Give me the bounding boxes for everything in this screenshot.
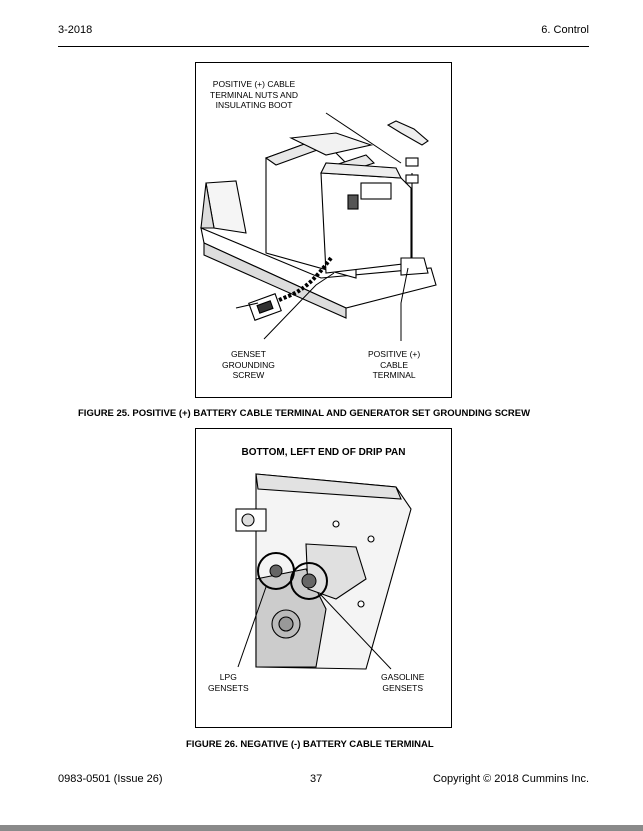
figure-26-illustration xyxy=(195,428,452,728)
figure-25-illustration xyxy=(195,62,452,398)
callout-genset-grounding-screw: GENSET GROUNDING SCREW xyxy=(222,349,275,380)
footer-copyright: Copyright © 2018 Cummins Inc. xyxy=(432,773,589,785)
callout-positive-cable-terminal: POSITIVE (+) CABLE TERMINAL xyxy=(368,349,421,380)
callout-gasoline-gensets: GASOLINE GENSETS xyxy=(381,672,425,693)
footer-page-number: 37 xyxy=(310,773,323,785)
genset-drawing xyxy=(196,63,451,397)
figure-26-title: BOTTOM, LEFT END OF DRIP PAN xyxy=(241,447,406,458)
footer-document-number: 0983-0501 (Issue 26) xyxy=(58,773,163,785)
header-date: 3-2018 xyxy=(58,24,93,36)
callout-lpg-gensets: LPG GENSETS xyxy=(208,672,249,693)
header-rule xyxy=(58,46,589,47)
callout-positive-terminal-nuts: POSITIVE (+) CABLE TERMINAL NUTS AND INSULATING BOOT xyxy=(210,79,299,110)
figure-26-caption: FIGURE 26. NEGATIVE (-) BATTERY CABLE TERMINAL xyxy=(186,739,434,750)
header-section: 6. Control xyxy=(541,24,589,36)
figure-25-caption: FIGURE 25. POSITIVE (+) BATTERY CABLE TERMINAL AND GENERATOR SET GROUNDING SCREW xyxy=(78,408,531,419)
bottom-bar xyxy=(0,825,643,831)
